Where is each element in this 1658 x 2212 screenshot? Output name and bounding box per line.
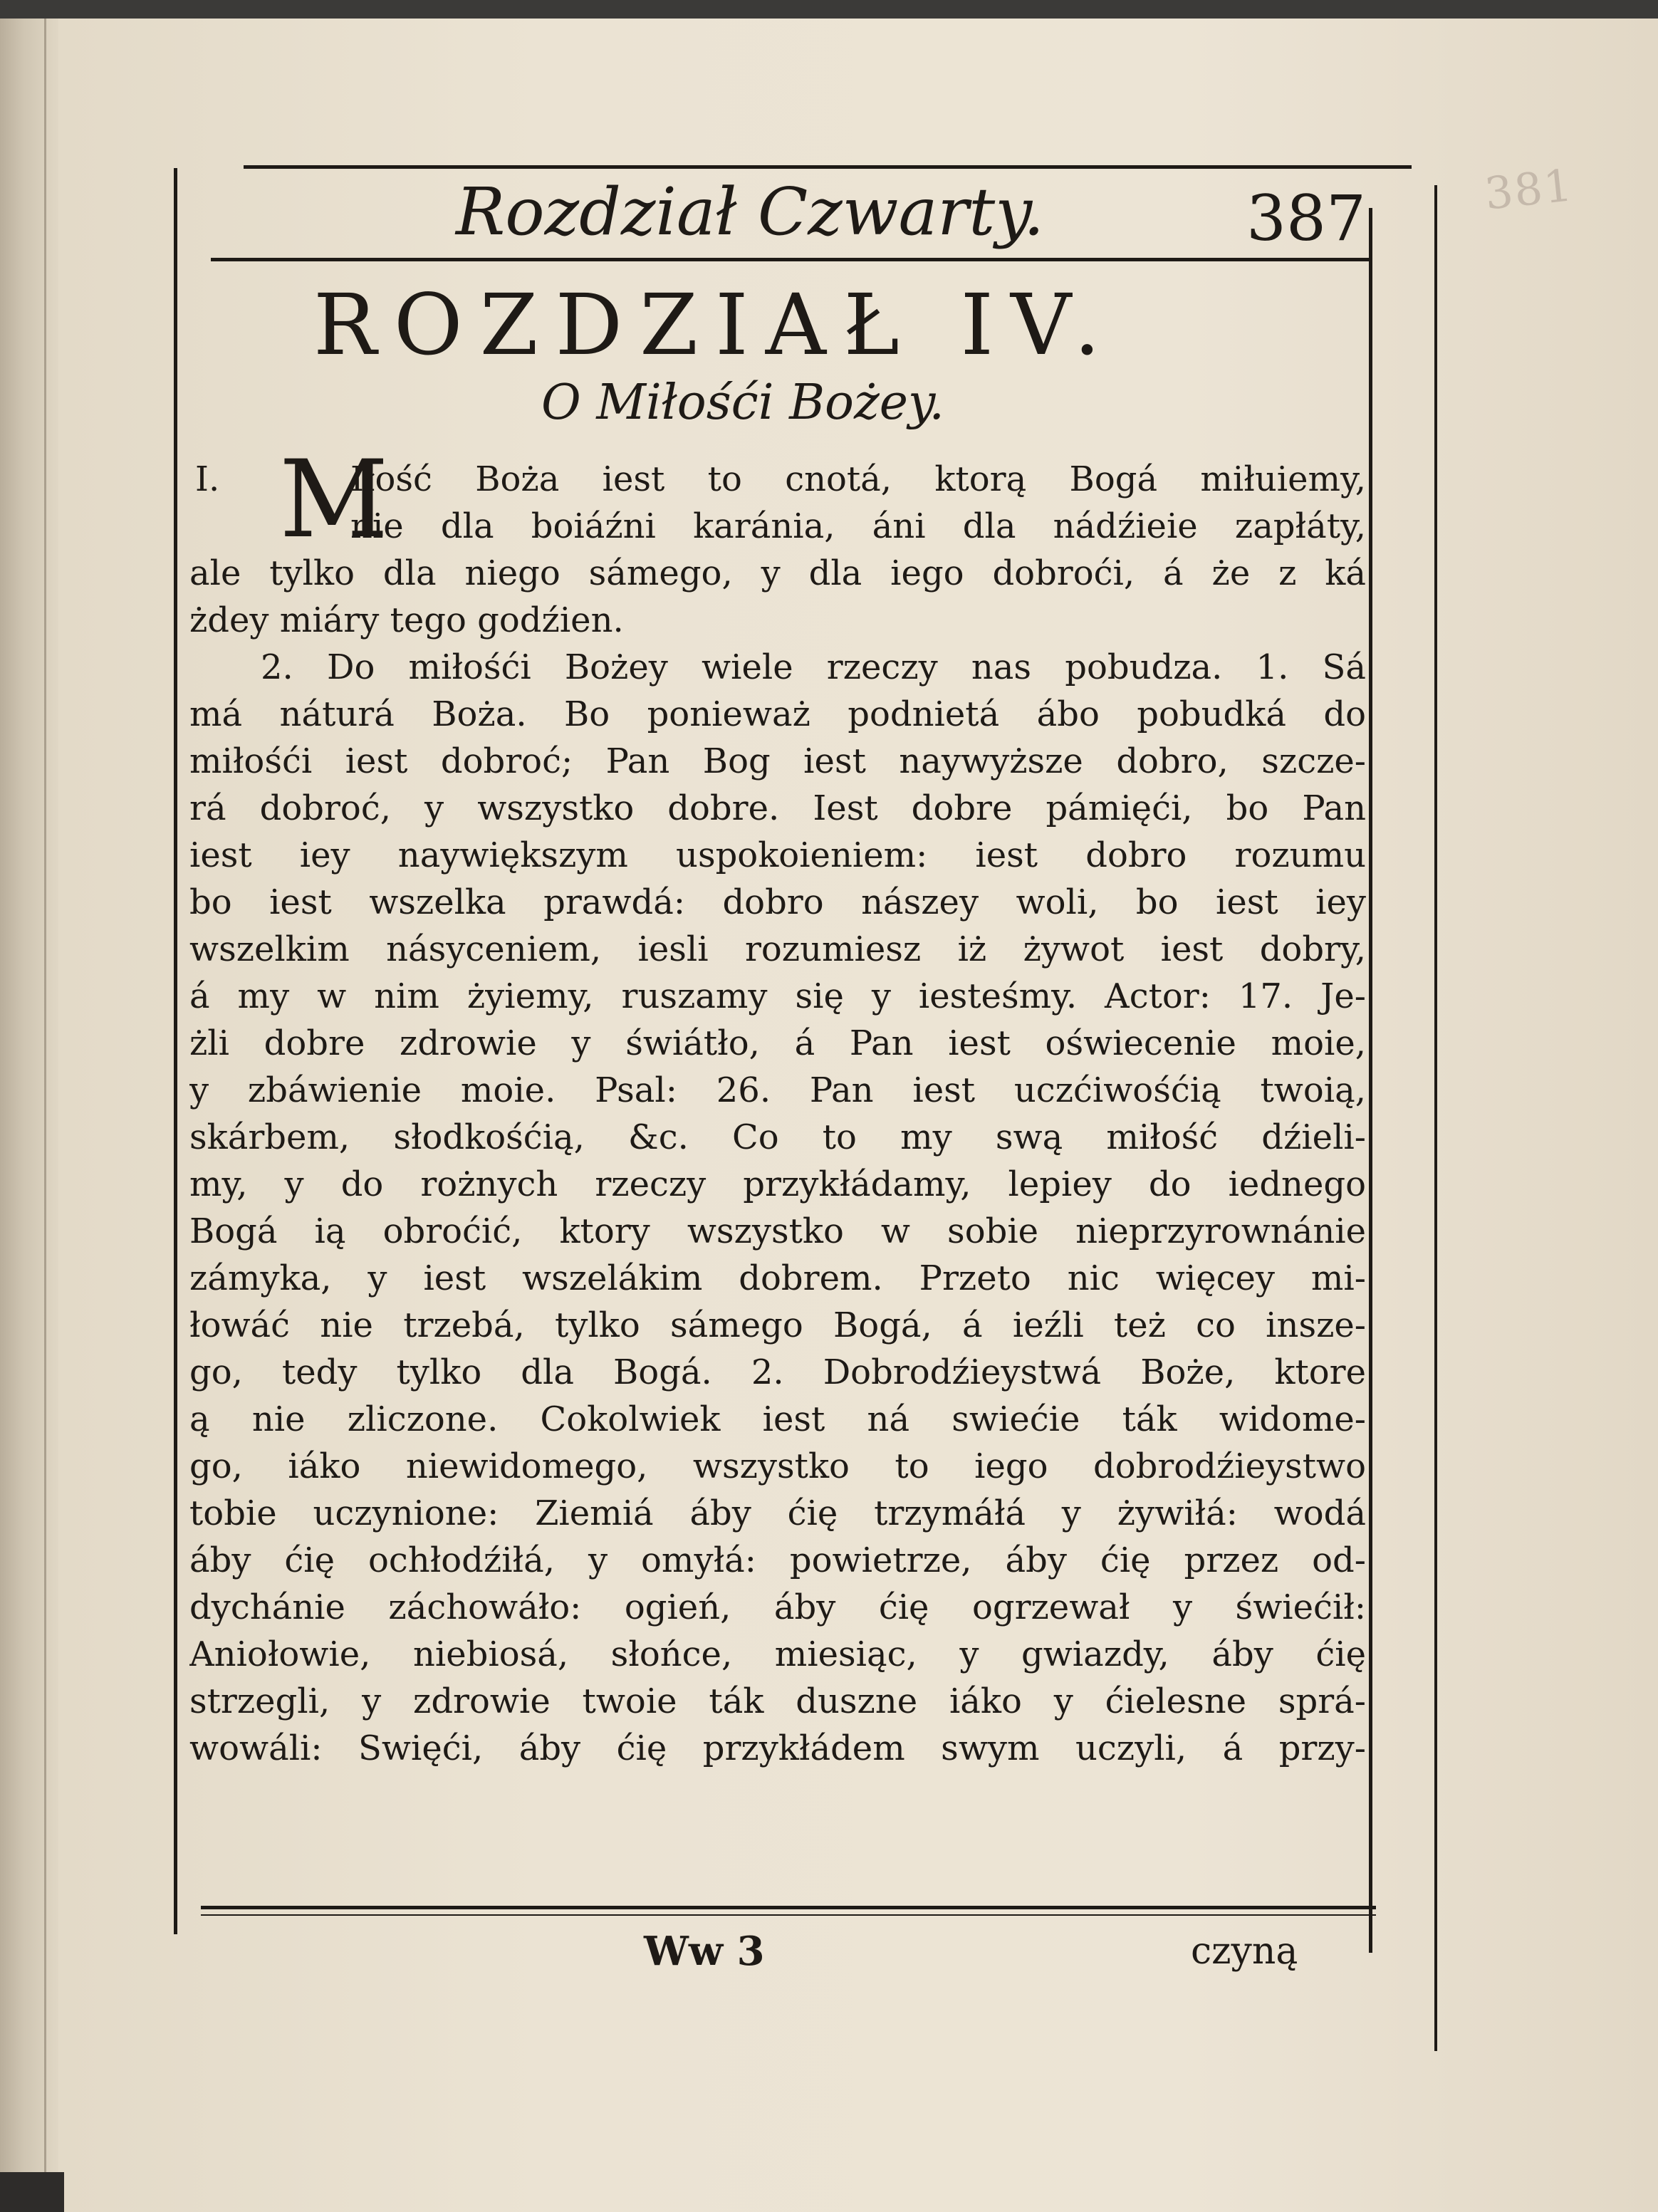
text-line: zámyka, y iest wszelákim dobrem. Przeto nic więcey mi- — [189, 1258, 1366, 1298]
scan-corner-edge — [0, 2172, 64, 2212]
frame-rule-top — [244, 165, 1412, 169]
text-line: wowáli: Swięći, áby ćię przykłádem swym uczyli, á przy- — [189, 1728, 1366, 1768]
catchword: czyną — [1191, 1930, 1298, 1973]
frame-rule-outer — [1434, 185, 1437, 2051]
signature-mark: Ww 3 — [644, 1928, 765, 1975]
text-line: nie dla boiáźni karánia, áni dla nádźieie zapłáty, — [350, 506, 1366, 546]
text-line: skárbem, słodkośćią, &c. Co to my swą miłość dźieli- — [189, 1117, 1366, 1157]
text-line: wszelkim násyceniem, iesli rozumiesz iż żywot iest dobry, — [189, 929, 1366, 969]
text-line: Aniołowie, niebiosá, słońce, miesiąc, y gwiazdy, áby ćię — [189, 1634, 1366, 1674]
book-gutter — [0, 19, 58, 2212]
body-text — [189, 456, 1366, 1772]
text-line: 2. Do miłośći Bożey wiele rzeczy nas pobudza. 1. Sá — [261, 647, 1366, 687]
text-line: go, tedy tylko dla Bogá. 2. Dobrodźieystwá Boże, ktore — [189, 1352, 1366, 1392]
text-line: ale tylko dla niego sámego, y dla iego dobroći, á że z ká — [189, 553, 1366, 593]
text-line: Iłość Boża iest to cnotá, ktorą Bogá miłuiemy, — [350, 459, 1366, 499]
text-line: rá dobroć, y wszystko dobre. Iest dobre pámięći, bo Pan — [189, 788, 1366, 828]
drop-cap: M — [279, 438, 389, 562]
text-line: má náturá Boża. Bo ponieważ podnietá ábo pobudká do — [189, 694, 1366, 734]
text-line: łowáć nie trzebá, tylko sámego Bogá, á ieźli też co insze- — [189, 1305, 1366, 1345]
text-line: go, iáko niewidomego, wszystko to iego dobrodźieystwo — [189, 1446, 1366, 1486]
page-number: 387 — [1246, 182, 1366, 255]
text-line: dychánie záchowáło: ogień, áby ćię ogrzewał y świećił: — [189, 1587, 1366, 1627]
margin-note: 381 — [1482, 159, 1576, 220]
text-line: my, y do rożnych rzeczy przykłádamy, lepiey do iednego — [189, 1164, 1366, 1204]
text-line: á my w nim żyiemy, ruszamy się y iesteśmy. Actor: 17. Je- — [189, 976, 1366, 1016]
frame-rule-bottom-thin — [201, 1914, 1376, 1916]
frame-rule-bottom — [201, 1906, 1376, 1909]
chapter-heading: ROZDZIAŁ IV. — [313, 276, 1118, 374]
text-line: iest iey naywiększym uspokoieniem: iest dobro rozumu — [189, 835, 1366, 875]
text-line: bo iest wszelka prawdá: dobro nászey woli, bo iest iey — [189, 882, 1366, 922]
chapter-subtitle: O Miłośći Bożey. — [541, 375, 945, 431]
text-line: ą nie zliczone. Cokolwiek iest ná swiećie ták widome- — [189, 1399, 1366, 1439]
text-line: y zbáwienie moie. Psal: 26. Pan iest uczćiwośćią twoią, — [189, 1070, 1366, 1110]
text-line: miłośći iest dobroć; Pan Bog iest naywyższe dobro, szcze- — [189, 741, 1366, 781]
running-title: Rozdział Czwarty. — [456, 174, 1045, 250]
text-line: tobie uczynione: Ziemiá áby ćię trzymáłá y żywiłá: wodá — [189, 1493, 1366, 1533]
frame-rule-left — [174, 168, 177, 1934]
gutter-fold-line — [44, 19, 46, 2212]
frame-rule-right — [1369, 208, 1372, 1953]
frame-rule-header — [211, 258, 1369, 261]
text-line: Bogá ią obroćić, ktory wszystko w sobie nieprzyrownánie — [189, 1211, 1366, 1251]
paragraph-number: I. — [195, 459, 220, 499]
text-line: strzegli, y zdrowie twoie ták duszne iáko y ćielesne sprá- — [189, 1681, 1366, 1721]
text-line: żli dobre zdrowie y świátło, á Pan iest oświecenie moie, — [189, 1023, 1366, 1063]
text-line: áby ćię ochłodźiłá, y omyłá: powietrze, áby ćię przez od- — [189, 1540, 1366, 1580]
scan-top-edge — [0, 0, 1658, 19]
text-line: żdey miáry tego godźien. — [189, 600, 624, 640]
